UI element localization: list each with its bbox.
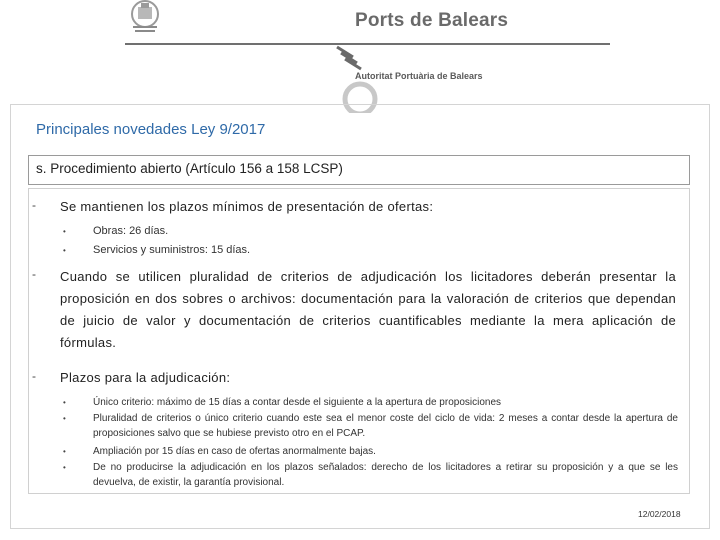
dash-marker: - <box>32 198 36 212</box>
list-item: Pluralidad de criterios o único criterio cuando este sea el menor coste del ciclo de vida: 2 meses a contar desde la apertura de proposiciones salvo que se hubiese previsto otro en el PCAP. <box>93 413 678 439</box>
list-item: De no producirse la adjudicación en los plazos señalados: derecho de los licitadores a retirar su proposición y a que se les devuelva, de existir, la garantía provisional. <box>93 462 678 488</box>
section-title: s. Procedimiento abierto (Artículo 156 a 158 LCSP) <box>36 161 343 176</box>
footer-date: 12/02/2018 <box>638 509 681 519</box>
list-item: Único criterio: máximo de 15 días a contar desde el siguiente a la apertura de proposiciones <box>93 397 502 408</box>
bullet-marker: • <box>63 414 66 423</box>
list-item: Servicios y suministros: 15 días. <box>93 244 251 256</box>
page-title: Principales novedades Ley 9/2017 <box>36 121 266 138</box>
dash-marker: - <box>32 369 36 383</box>
brand-title: Ports de Balears <box>355 10 509 31</box>
ports-de-balears-crest-icon <box>125 0 165 34</box>
point-text: Cuando se utilicen pluralidad de criterios de adjudicación los licitadores deberán presentar la proposición en dos sobres o archivos: documentación para la valoración de criterios que dependan de juicio de valor y documentación de criterios cuantificables mediante la mera aplicación de fórmulas. <box>60 269 676 350</box>
brand-subtitle: Autoritat Portuària de Balears <box>355 71 483 81</box>
bullet-marker: • <box>63 398 66 407</box>
point-text: Se mantienen los plazos mínimos de presentación de ofertas: <box>60 199 434 214</box>
bullet-marker: • <box>63 463 66 472</box>
point-text: Plazos para la adjudicación: <box>60 370 231 385</box>
bullet-marker: • <box>63 447 66 456</box>
header <box>0 0 720 100</box>
bullet-marker: • <box>63 246 66 255</box>
bullet-marker: • <box>63 227 66 236</box>
dash-marker: - <box>32 267 36 281</box>
list-item: Ampliación por 15 días en caso de ofertas anormalmente bajas. <box>93 446 376 457</box>
list-item: Obras: 26 días. <box>93 225 169 237</box>
